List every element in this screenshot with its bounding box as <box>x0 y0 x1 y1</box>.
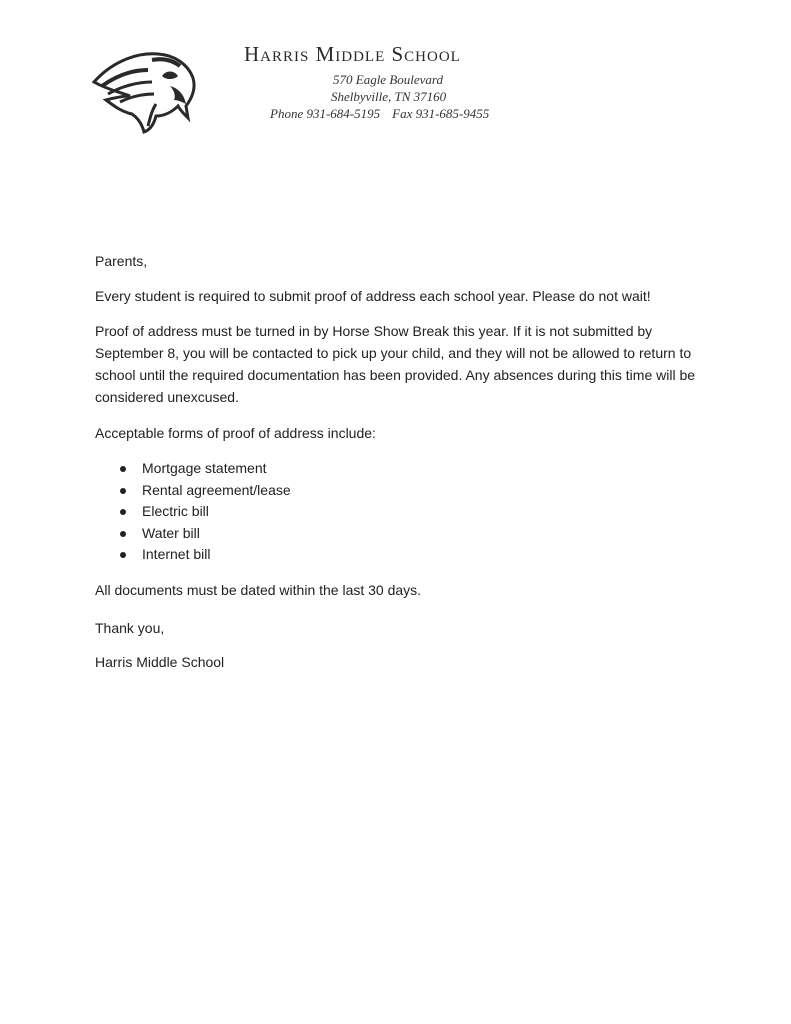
letter-closing: Thank you, <box>95 620 165 636</box>
school-city-state-zip: Shelbyville, TN 37160 <box>331 89 447 104</box>
letter-paragraph-1: Every student is required to submit proof of address each school year. Please do not wait! <box>95 288 651 304</box>
list-item: Electric bill <box>120 501 291 523</box>
list-item: Internet bill <box>120 544 291 566</box>
letter-greeting: Parents, <box>95 253 148 269</box>
bullet-icon <box>120 531 126 537</box>
list-item: Water bill <box>120 523 291 545</box>
letterhead <box>0 0 791 140</box>
letter-paragraph-2: Proof of address must be turned in by Horse Show Break this year. If it is not submitted by September 8, you will be contacted to pick up your child, and they will not be allowed to return to school until the required documentation has been provided. Any absences during this time will be considered unexcused. <box>95 323 696 405</box>
bullet-icon <box>120 466 126 472</box>
letter-paragraph-3: Acceptable forms of proof of address include: <box>95 425 376 441</box>
proof-of-address-list <box>120 458 291 566</box>
letter-paragraph-4: All documents must be dated within the last 30 days. <box>95 582 422 598</box>
letter-signature: Harris Middle School <box>95 654 225 670</box>
list-item: Rental agreement/lease <box>120 480 291 502</box>
school-street-address: 570 Eagle Boulevard <box>333 72 443 87</box>
bullet-icon <box>120 488 126 494</box>
bullet-icon <box>120 509 126 515</box>
list-item: Mortgage statement <box>120 458 291 480</box>
bullet-icon <box>120 552 126 558</box>
school-phone: Phone 931-684-5195 <box>270 106 381 121</box>
eagle-head-icon <box>92 46 198 134</box>
school-name: Harris Middle School <box>244 42 461 66</box>
school-fax: Fax 931-685-9455 <box>392 106 490 121</box>
school-contact-line <box>270 106 489 122</box>
